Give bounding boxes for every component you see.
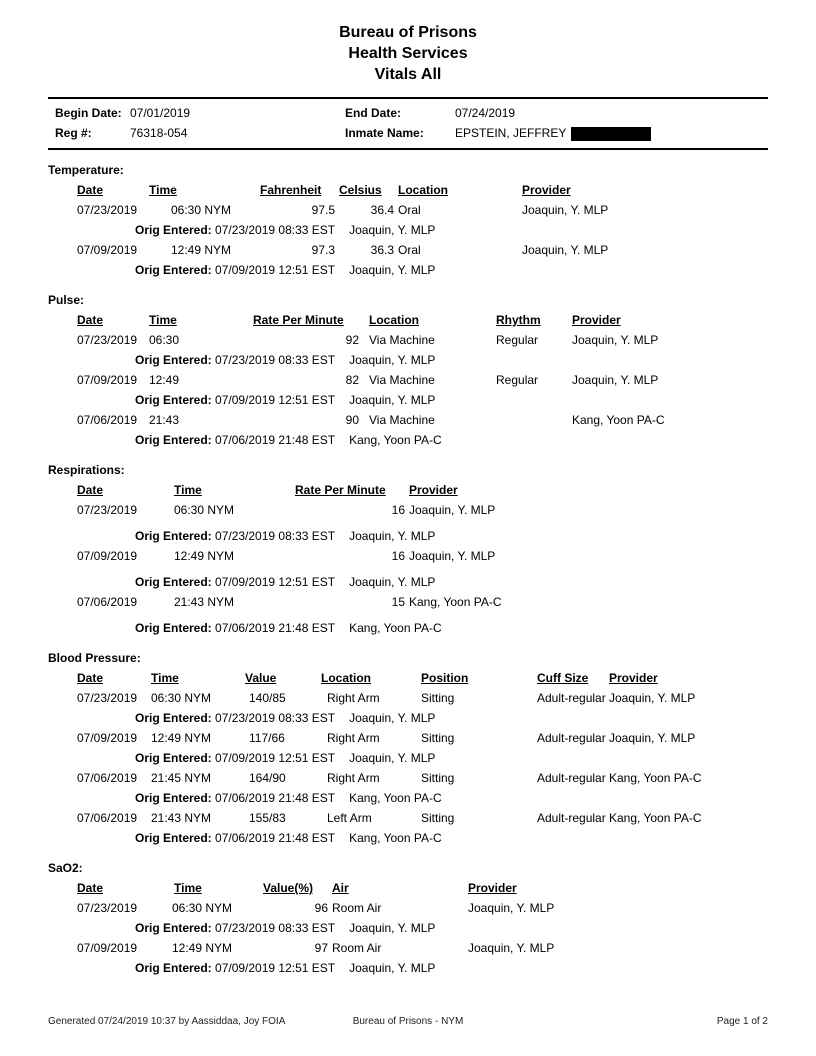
table-cell: Joaquin, Y. MLP [572,373,659,387]
section-respirations [48,463,768,638]
title-vitals-all: Vitals All [374,66,442,83]
vitals-sections [48,163,768,978]
orig-entered-label: Orig Entered: [135,831,216,845]
orig-entered-provider: Joaquin, Y. MLP [349,393,436,407]
orig-entered-row [75,390,768,410]
orig-entered-row [75,260,768,280]
table-cell: Oral [398,203,421,217]
table-row [75,546,768,566]
orig-entered-row [75,430,768,450]
orig-entered-row [75,350,768,370]
table-cell: 06:30 [149,333,180,347]
table-cell: Joaquin, Y. MLP [609,691,696,705]
temperature-table [75,180,768,280]
column-header-label: Provider [609,671,658,685]
orig-entered-cell [75,390,768,410]
column-header-label: Time [149,313,177,327]
table-cell: 36.4 [370,203,394,217]
table-cell: 07/09/2019 [77,549,138,563]
orig-entered-provider: Kang, Yoon PA-C [349,433,442,447]
section-pulse [48,293,768,450]
column-header-row [75,878,768,898]
table-cell: Via Machine [369,413,435,427]
table-row [75,410,768,430]
orig-entered-provider: Kang, Yoon PA-C [349,791,442,805]
column-header [367,310,494,330]
column-header [75,878,172,898]
table-cell: 97.5 [311,203,335,217]
column-header [243,668,319,688]
column-header-label: Date [77,881,104,895]
table-row [75,500,768,520]
orig-entered-cell [75,220,768,240]
orig-entered-cell [75,918,768,938]
column-header [75,480,172,500]
orig-entered-provider: Joaquin, Y. MLP [349,353,436,367]
orig-entered-provider: Kang, Yoon PA-C [349,621,442,635]
table-cell: 07/06/2019 [77,811,138,825]
column-header-label: Time [151,671,179,685]
orig-entered-cell [75,350,768,370]
column-header-label: Date [77,313,104,327]
column-header-label: Rhythm [496,313,541,327]
footer-facility: Bureau of Prisons - NYM [352,1016,464,1027]
table-cell: Room Air [332,941,382,955]
column-header-label: Value(%) [263,881,314,895]
column-header-label: Air [332,881,349,895]
table-cell: 07/09/2019 [77,243,138,257]
column-header-label: Provider [522,183,571,197]
table-row [75,808,768,828]
orig-entered-datetime: 07/09/2019 12:51 EST [215,263,336,277]
column-header-row [75,310,768,330]
table-cell: Kang, Yoon PA-C [609,811,702,825]
table-cell: 96 [314,901,328,915]
table-cell: Sitting [421,731,455,745]
column-header-row [75,668,768,688]
begin-date-label: Begin Date: [55,106,122,120]
table-cell: 07/09/2019 [77,941,138,955]
table-cell: Via Machine [369,333,435,347]
table-cell: 155/83 [249,811,286,825]
table-cell: 21:43 [149,413,180,427]
orig-entered-cell [75,520,768,546]
table-cell: 90 [345,413,359,427]
table-cell: 07/09/2019 [77,373,138,387]
table-cell: 12:49 NYM [172,941,233,955]
orig-entered-datetime: 07/09/2019 12:51 EST [215,575,336,589]
table-cell: Via Machine [369,373,435,387]
column-header-label: Location [398,183,448,197]
section-bloodpressure [48,651,768,848]
table-cell: Regular [496,373,539,387]
table-cell: Joaquin, Y. MLP [468,941,555,955]
column-header [251,310,367,330]
column-header-label: Position [421,671,469,685]
table-cell: Oral [398,243,421,257]
column-header-label: Location [321,671,371,685]
table-cell: 07/23/2019 [77,901,138,915]
table-row [75,728,768,748]
page-footer [48,1016,768,1030]
table-cell: 06:30 NYM [174,503,235,517]
table-cell: Joaquin, Y. MLP [522,243,609,257]
table-cell: 07/23/2019 [77,691,138,705]
column-header [172,480,293,500]
info-row-dates [55,103,768,123]
table-cell: 21:43 NYM [174,595,235,609]
table-cell: Joaquin, Y. MLP [609,731,696,745]
table-cell: Adult-regular [537,731,606,745]
orig-entered-provider: Joaquin, Y. MLP [349,575,436,589]
table-cell: Joaquin, Y. MLP [522,203,609,217]
table-cell: 12:49 NYM [151,731,212,745]
orig-entered-label: Orig Entered: [135,223,216,237]
column-header [293,480,407,500]
column-header [407,480,768,500]
title-bureau: Bureau of Prisons [339,24,477,41]
table-row [75,240,768,260]
table-cell: Joaquin, Y. MLP [409,549,496,563]
column-header-label: Time [174,483,202,497]
table-cell: Joaquin, Y. MLP [572,333,659,347]
orig-entered-label: Orig Entered: [135,393,216,407]
column-header [147,180,258,200]
table-cell: 164/90 [249,771,286,785]
column-header-label: Time [149,183,177,197]
column-header [258,180,337,200]
table-cell: Right Arm [327,771,380,785]
orig-entered-label: Orig Entered: [135,575,216,589]
reg-number-label: Reg #: [55,126,92,140]
table-cell: Sitting [421,691,455,705]
column-header [75,180,147,200]
table-cell: Sitting [421,811,455,825]
table-cell: Sitting [421,771,455,785]
table-cell: 06:30 NYM [151,691,212,705]
column-header-row [75,480,768,500]
orig-entered-cell [75,828,768,848]
table-cell: 12:49 NYM [171,243,232,257]
orig-entered-datetime: 07/06/2019 21:48 EST [215,791,336,805]
table-row [75,768,768,788]
orig-entered-provider: Joaquin, Y. MLP [349,223,436,237]
orig-entered-label: Orig Entered: [135,353,216,367]
column-header [520,180,768,200]
orig-entered-cell [75,260,768,280]
table-cell: Kang, Yoon PA-C [609,771,702,785]
orig-entered-datetime: 07/09/2019 12:51 EST [215,393,336,407]
column-header-label: Provider [409,483,458,497]
inmate-name-value [455,123,651,143]
orig-entered-label: Orig Entered: [135,751,216,765]
table-row [75,592,768,612]
orig-entered-datetime: 07/06/2019 21:48 EST [215,621,336,635]
table-cell: 140/85 [249,691,286,705]
bloodpressure-table [75,668,768,848]
table-cell: Kang, Yoon PA-C [572,413,665,427]
column-header-label: Date [77,483,104,497]
orig-entered-label: Orig Entered: [135,433,216,447]
table-cell: 16 [391,549,405,563]
orig-entered-label: Orig Entered: [135,921,216,935]
column-header-label: Rate Per Minute [253,313,344,327]
column-header [419,668,535,688]
table-cell: 92 [345,333,359,347]
end-date-label: End Date: [345,106,402,120]
info-row-inmate [55,123,768,143]
column-header-label: Time [174,881,202,895]
orig-entered-label: Orig Entered: [135,961,216,975]
column-header [607,668,768,688]
table-cell: Joaquin, Y. MLP [409,503,496,517]
table-cell: 06:30 NYM [171,203,232,217]
orig-entered-provider: Joaquin, Y. MLP [349,751,436,765]
column-header [149,668,243,688]
column-header [337,180,396,200]
column-header-label: Rate Per Minute [295,483,386,497]
orig-entered-provider: Joaquin, Y. MLP [349,263,436,277]
orig-entered-cell [75,612,768,638]
section-title: Blood Pressure: [48,651,141,665]
orig-entered-datetime: 07/23/2019 08:33 EST [215,353,336,367]
orig-entered-row [75,748,768,768]
orig-entered-label: Orig Entered: [135,791,216,805]
section-title: SaO2: [48,861,83,875]
orig-entered-datetime: 07/06/2019 21:48 EST [215,831,336,845]
orig-entered-label: Orig Entered: [135,711,216,725]
orig-entered-datetime: 07/09/2019 12:51 EST [215,961,336,975]
table-cell: 117/66 [249,731,285,745]
table-cell: Adult-regular [537,771,606,785]
orig-entered-datetime: 07/23/2019 08:33 EST [215,529,336,543]
column-header-label: Value [245,671,277,685]
table-cell: Joaquin, Y. MLP [468,901,555,915]
column-header [319,668,419,688]
document-header [48,22,768,85]
table-cell: 15 [391,595,405,609]
column-header-label: Date [77,671,104,685]
orig-entered-cell [75,430,768,450]
table-cell: 07/06/2019 [77,595,138,609]
orig-entered-row [75,958,768,978]
inmate-name-text: EPSTEIN, JEFFREY [455,126,567,140]
orig-entered-row [75,220,768,240]
column-header [75,668,149,688]
orig-entered-cell [75,788,768,808]
orig-entered-row [75,828,768,848]
section-title: Respirations: [48,463,125,477]
table-cell: 82 [345,373,359,387]
table-cell: Room Air [332,901,382,915]
column-header-label: Provider [468,881,517,895]
table-cell: Right Arm [327,691,380,705]
title-health-services: Health Services [348,45,468,62]
table-cell: Right Arm [327,731,380,745]
table-cell: 36.3 [370,243,394,257]
table-cell: 12:49 NYM [174,549,235,563]
begin-date-value: 07/01/2019 [130,106,191,120]
table-cell [494,410,570,430]
orig-entered-datetime: 07/23/2019 08:33 EST [215,223,336,237]
table-cell: 07/23/2019 [77,203,138,217]
table-cell: 21:43 NYM [151,811,212,825]
table-cell: 06:30 NYM [172,901,233,915]
table-cell: Left Arm [327,811,372,825]
column-header-row [75,180,768,200]
table-row [75,688,768,708]
orig-entered-provider: Kang, Yoon PA-C [349,831,442,845]
column-header [466,878,768,898]
table-row [75,370,768,390]
column-header [396,180,520,200]
section-title: Temperature: [48,163,124,177]
orig-entered-row [75,566,768,592]
table-row [75,938,768,958]
orig-entered-cell [75,708,768,728]
orig-entered-row [75,612,768,638]
column-header-label: Provider [572,313,621,327]
reg-number-value: 76318-054 [130,126,188,140]
table-cell: 07/23/2019 [77,333,138,347]
end-date-value: 07/24/2019 [455,106,516,120]
orig-entered-row [75,788,768,808]
table-cell: Adult-regular [537,811,606,825]
column-header [330,878,466,898]
orig-entered-cell [75,566,768,592]
orig-entered-cell [75,958,768,978]
orig-entered-provider: Joaquin, Y. MLP [349,529,436,543]
column-header-label: Cuff Size [537,671,589,685]
table-cell: 07/23/2019 [77,503,138,517]
column-header [494,310,570,330]
section-sao2 [48,861,768,978]
table-row [75,330,768,350]
column-header-label: Celsius [339,183,382,197]
table-cell: 21:45 NYM [151,771,212,785]
orig-entered-datetime: 07/06/2019 21:48 EST [215,433,336,447]
table-cell: 16 [391,503,405,517]
orig-entered-row [75,520,768,546]
pulse-table [75,310,768,450]
footer-generated: Generated 07/24/2019 10:37 by Aassiddaa, Joy FOIA [48,1016,286,1027]
orig-entered-label: Orig Entered: [135,529,216,543]
orig-entered-provider: Joaquin, Y. MLP [349,711,436,725]
inmate-name-label: Inmate Name: [345,126,424,140]
redaction-box [571,127,651,141]
column-header [570,310,768,330]
column-header [261,878,330,898]
section-temperature [48,163,768,280]
orig-entered-datetime: 07/23/2019 08:33 EST [215,921,336,935]
orig-entered-provider: Joaquin, Y. MLP [349,961,436,975]
table-cell: 97 [314,941,328,955]
orig-entered-provider: Joaquin, Y. MLP [349,921,436,935]
orig-entered-label: Orig Entered: [135,263,216,277]
table-row [75,200,768,220]
footer-page-number: Page 1 of 2 [716,1016,768,1027]
table-cell: 12:49 [149,373,180,387]
respirations-table [75,480,768,638]
orig-entered-datetime: 07/09/2019 12:51 EST [215,751,336,765]
column-header [172,878,261,898]
table-cell: Regular [496,333,539,347]
table-cell: 07/06/2019 [77,413,138,427]
report-info [48,99,768,148]
table-cell: Kang, Yoon PA-C [409,595,502,609]
orig-entered-datetime: 07/23/2019 08:33 EST [215,711,336,725]
table-cell: Adult-regular [537,691,606,705]
orig-entered-row [75,918,768,938]
table-row [75,898,768,918]
orig-entered-row [75,708,768,728]
horizontal-rule-bottom [48,148,768,150]
column-header [147,310,251,330]
column-header [535,668,607,688]
table-cell: 07/06/2019 [77,771,138,785]
table-cell: 07/09/2019 [77,731,138,745]
column-header-label: Location [369,313,419,327]
column-header-label: Fahrenheit [260,183,322,197]
column-header-label: Date [77,183,104,197]
table-cell: 97.3 [311,243,335,257]
column-header [75,310,147,330]
section-title: Pulse: [48,293,85,307]
sao2-table [75,878,768,978]
orig-entered-label: Orig Entered: [135,621,216,635]
orig-entered-cell [75,748,768,768]
